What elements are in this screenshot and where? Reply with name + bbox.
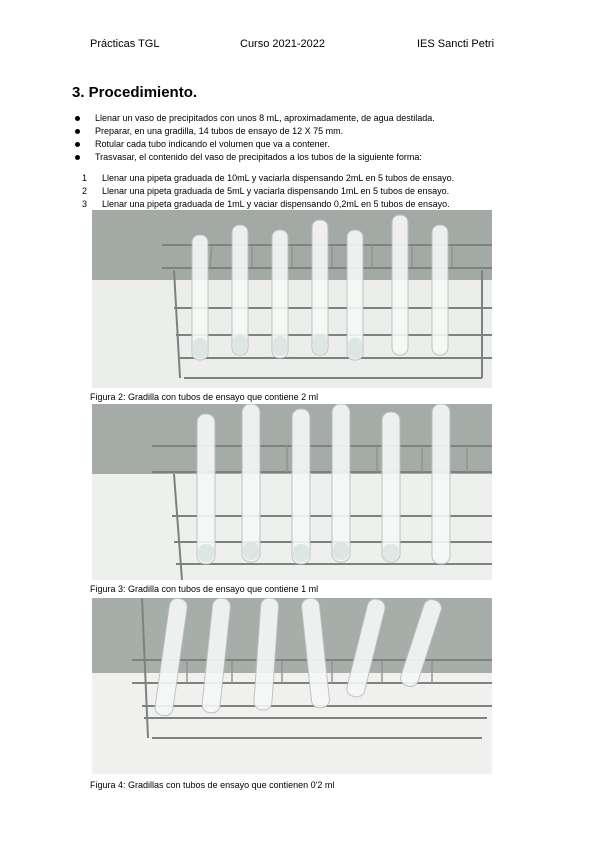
test-tube-rack-image [92,598,492,774]
step-number: 3 [82,199,88,209]
step-item [82,172,454,185]
bullet-item [73,125,435,138]
step-text: Llenar una pipeta graduada de 1mL y vaciar dispensando 0,2mL en 5 tubos de ensayo. [102,199,450,209]
bullet-text: Rotular cada tubo indicando el volumen que va a contener. [95,139,330,149]
figure-3-photo [92,404,492,580]
header-academic-year: Curso 2021-2022 [240,38,326,50]
bullet-icon [75,155,80,160]
bullet-icon [75,116,80,121]
figure-2-caption: Figura 2: Gradilla con tubos de ensayo que contiene 2 ml [90,392,319,402]
figure-2-photo [92,210,492,388]
numbered-steps [82,172,454,211]
figure-4-caption: Figura 4: Gradillas con tubos de ensayo que contienen 0'2 ml [90,780,335,790]
bullet-list [73,112,435,164]
test-tube-rack-image [92,404,492,580]
bullet-item [73,138,435,151]
section-title: 3. Procedimiento. [72,84,198,101]
figure-3-caption: Figura 3: Gradilla con tubos de ensayo que contiene 1 ml [90,584,319,594]
step-item [82,185,454,198]
test-tube-rack-image [92,210,492,388]
bullet-item [73,151,435,164]
bullet-icon [75,142,80,147]
bullet-text: Llenar un vaso de precipitados con unos 8 mL, aproximadamente, de agua destilada. [95,113,435,123]
step-text: Llenar una pipeta graduada de 5mL y vaciarla dispensando 1mL en 5 tubos de ensayo. [102,186,450,196]
figure-4-photo [92,598,492,774]
bullet-item [73,112,435,125]
header-school: IES Sancti Petri [417,38,495,50]
bullet-text: Preparar, en una gradilla, 14 tubos de ensayo de 12 X 75 mm. [95,126,344,136]
bullet-icon [75,129,80,134]
step-text: Llenar una pipeta graduada de 10mL y vaciarla dispensando 2mL en 5 tubos de ensayo. [102,173,455,183]
bullet-text: Trasvasar, el contenido del vaso de precipitados a los tubos de la siguiente forma: [95,152,422,162]
header-course-name: Prácticas TGL [90,38,160,50]
step-number: 1 [82,173,88,183]
step-number: 2 [82,186,88,196]
